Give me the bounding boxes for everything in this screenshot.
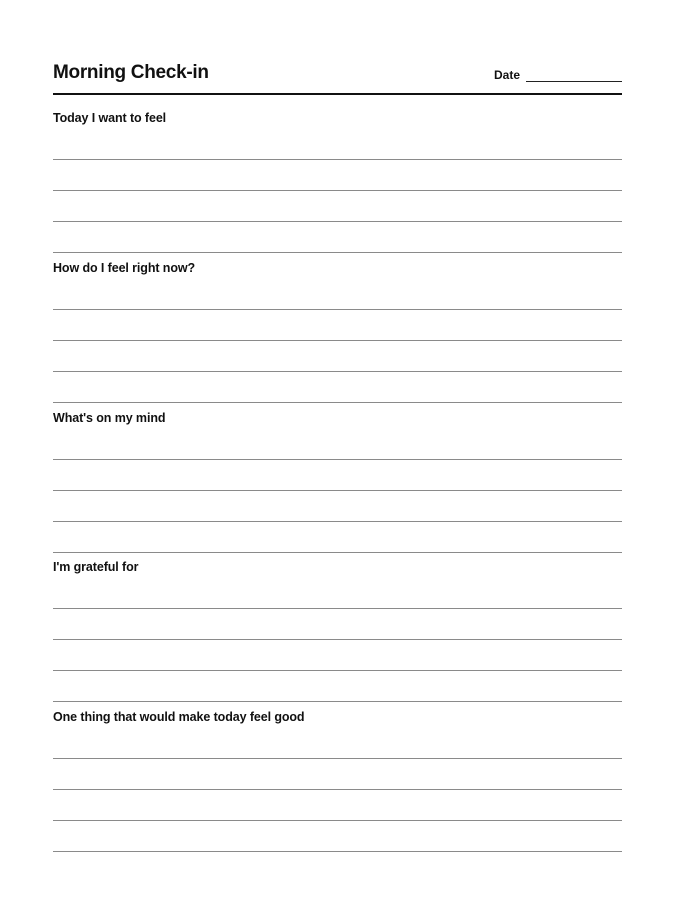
writing-line[interactable] bbox=[53, 701, 622, 702]
writing-line[interactable] bbox=[53, 820, 622, 821]
writing-line[interactable] bbox=[53, 309, 622, 310]
writing-line[interactable] bbox=[53, 190, 622, 191]
section-prompt: How do I feel right now? bbox=[53, 261, 196, 275]
writing-line[interactable] bbox=[53, 758, 622, 759]
writing-line[interactable] bbox=[53, 639, 622, 640]
writing-line[interactable] bbox=[53, 521, 622, 522]
writing-line[interactable] bbox=[53, 552, 622, 553]
writing-line[interactable] bbox=[53, 490, 622, 491]
writing-line[interactable] bbox=[53, 459, 622, 460]
writing-line[interactable] bbox=[53, 851, 622, 852]
writing-line[interactable] bbox=[53, 340, 622, 341]
date-label: Date bbox=[493, 68, 520, 82]
writing-line[interactable] bbox=[53, 221, 622, 222]
writing-line[interactable] bbox=[53, 371, 622, 372]
writing-line[interactable] bbox=[53, 670, 622, 671]
section-prompt: I'm grateful for bbox=[53, 560, 139, 574]
writing-line[interactable] bbox=[53, 402, 622, 403]
section-prompt: One thing that would make today feel good bbox=[53, 710, 305, 724]
writing-line[interactable] bbox=[53, 608, 622, 609]
date-field bbox=[494, 68, 622, 82]
section-prompt: Today I want to feel bbox=[53, 111, 167, 125]
writing-line[interactable] bbox=[53, 159, 622, 160]
page-title: Morning Check-in bbox=[53, 62, 209, 83]
date-writing-line[interactable] bbox=[526, 68, 622, 82]
page-header bbox=[53, 60, 622, 95]
writing-line[interactable] bbox=[53, 789, 622, 790]
writing-line[interactable] bbox=[53, 252, 622, 253]
section-prompt: What's on my mind bbox=[53, 411, 166, 425]
